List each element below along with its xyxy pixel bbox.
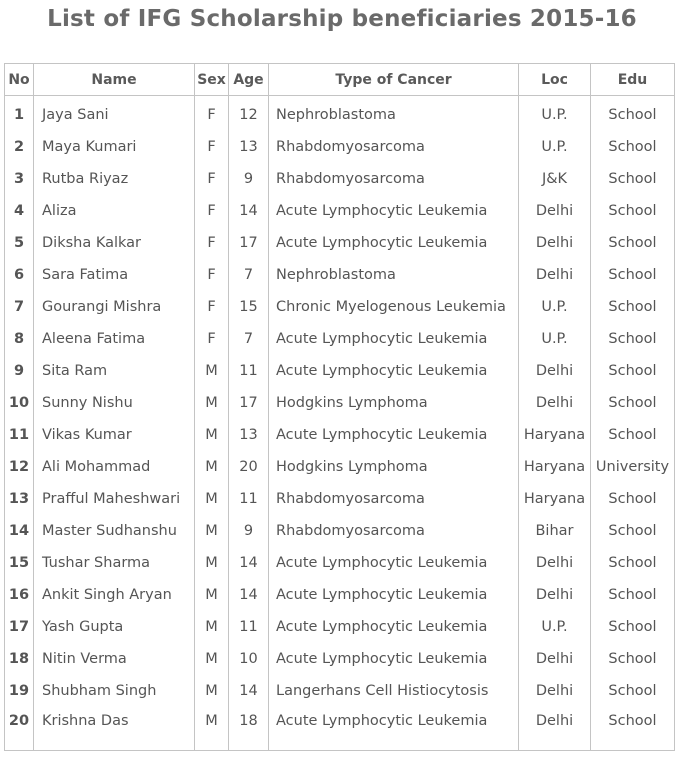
cell-cancer-type: Acute Lymphocytic Leukemia: [269, 547, 519, 579]
cell-age: 9: [229, 163, 269, 195]
cell-age: 15: [229, 291, 269, 323]
cell-location: Delhi: [519, 707, 591, 751]
cell-age: 7: [229, 259, 269, 291]
cell-sex: M: [195, 675, 229, 707]
cell-education: School: [591, 579, 675, 611]
cell-no: 17: [5, 611, 34, 643]
cell-cancer-type: Acute Lymphocytic Leukemia: [269, 355, 519, 387]
cell-no: 10: [5, 387, 34, 419]
cell-sex: F: [195, 227, 229, 259]
cell-no: 16: [5, 579, 34, 611]
cell-location: Delhi: [519, 547, 591, 579]
cell-age: 11: [229, 611, 269, 643]
cell-location: J&K: [519, 163, 591, 195]
cell-name: Rutba Riyaz: [34, 163, 195, 195]
cell-age: 14: [229, 579, 269, 611]
cell-name: Aliza: [34, 195, 195, 227]
table-row: [5, 96, 675, 132]
cell-age: 18: [229, 707, 269, 751]
cell-no: 2: [5, 131, 34, 163]
cell-name: Jaya Sani: [34, 96, 195, 132]
table-row: [5, 387, 675, 419]
cell-location: U.P.: [519, 96, 591, 132]
cell-no: 1: [5, 96, 34, 132]
cell-sex: F: [195, 195, 229, 227]
cell-sex: M: [195, 419, 229, 451]
cell-age: 9: [229, 515, 269, 547]
cell-no: 14: [5, 515, 34, 547]
column-header-name: Name: [34, 64, 195, 96]
cell-location: Delhi: [519, 643, 591, 675]
cell-location: Delhi: [519, 675, 591, 707]
cell-cancer-type: Rhabdomyosarcoma: [269, 515, 519, 547]
cell-age: 14: [229, 675, 269, 707]
table-row: [5, 547, 675, 579]
cell-cancer-type: Acute Lymphocytic Leukemia: [269, 195, 519, 227]
cell-cancer-type: Acute Lymphocytic Leukemia: [269, 707, 519, 751]
cell-no: 19: [5, 675, 34, 707]
cell-name: Yash Gupta: [34, 611, 195, 643]
cell-age: 14: [229, 547, 269, 579]
cell-age: 11: [229, 355, 269, 387]
cell-location: U.P.: [519, 611, 591, 643]
cell-sex: F: [195, 259, 229, 291]
cell-age: 11: [229, 483, 269, 515]
cell-sex: M: [195, 707, 229, 751]
cell-no: 7: [5, 291, 34, 323]
cell-sex: M: [195, 515, 229, 547]
cell-sex: F: [195, 96, 229, 132]
cell-cancer-type: Nephroblastoma: [269, 96, 519, 132]
cell-no: 11: [5, 419, 34, 451]
cell-no: 5: [5, 227, 34, 259]
column-header-education: Edu: [591, 64, 675, 96]
cell-age: 14: [229, 195, 269, 227]
cell-no: 13: [5, 483, 34, 515]
cell-no: 6: [5, 259, 34, 291]
cell-cancer-type: Hodgkins Lymphoma: [269, 387, 519, 419]
cell-age: 7: [229, 323, 269, 355]
cell-cancer-type: Acute Lymphocytic Leukemia: [269, 611, 519, 643]
cell-cancer-type: Langerhans Cell Histiocytosis: [269, 675, 519, 707]
cell-name: Maya Kumari: [34, 131, 195, 163]
cell-location: Bihar: [519, 515, 591, 547]
cell-name: Sita Ram: [34, 355, 195, 387]
cell-education: School: [591, 419, 675, 451]
table-row: [5, 259, 675, 291]
cell-cancer-type: Rhabdomyosarcoma: [269, 131, 519, 163]
cell-age: 20: [229, 451, 269, 483]
table-row: [5, 291, 675, 323]
cell-name: Krishna Das: [34, 707, 195, 751]
cell-education: School: [591, 387, 675, 419]
cell-name: Aleena Fatima: [34, 323, 195, 355]
cell-education: School: [591, 483, 675, 515]
cell-age: 17: [229, 387, 269, 419]
cell-education: School: [591, 547, 675, 579]
cell-no: 9: [5, 355, 34, 387]
cell-cancer-type: Nephroblastoma: [269, 259, 519, 291]
table-row: [5, 611, 675, 643]
cell-no: 12: [5, 451, 34, 483]
cell-name: Sunny Nishu: [34, 387, 195, 419]
cell-name: Prafful Maheshwari: [34, 483, 195, 515]
page-title: List of IFG Scholarship beneficiaries 2015-16: [47, 6, 637, 32]
table-row: [5, 483, 675, 515]
column-header-age: Age: [229, 64, 269, 96]
cell-location: Haryana: [519, 419, 591, 451]
cell-no: 4: [5, 195, 34, 227]
cell-location: Delhi: [519, 579, 591, 611]
cell-education: School: [591, 515, 675, 547]
cell-location: Delhi: [519, 355, 591, 387]
cell-name: Diksha Kalkar: [34, 227, 195, 259]
cell-sex: F: [195, 131, 229, 163]
table-row: [5, 323, 675, 355]
cell-age: 17: [229, 227, 269, 259]
table-row: [5, 227, 675, 259]
cell-location: Delhi: [519, 387, 591, 419]
cell-name: Vikas Kumar: [34, 419, 195, 451]
cell-no: 3: [5, 163, 34, 195]
table-row: [5, 163, 675, 195]
cell-sex: M: [195, 643, 229, 675]
table-row: [5, 707, 675, 751]
cell-location: Delhi: [519, 195, 591, 227]
cell-education: School: [591, 707, 675, 751]
cell-location: Delhi: [519, 259, 591, 291]
cell-location: U.P.: [519, 323, 591, 355]
cell-cancer-type: Rhabdomyosarcoma: [269, 483, 519, 515]
cell-sex: M: [195, 451, 229, 483]
cell-no: 18: [5, 643, 34, 675]
cell-education: School: [591, 355, 675, 387]
cell-sex: M: [195, 547, 229, 579]
cell-sex: F: [195, 291, 229, 323]
table-row: [5, 579, 675, 611]
cell-name: Gourangi Mishra: [34, 291, 195, 323]
cell-sex: M: [195, 579, 229, 611]
cell-education: School: [591, 96, 675, 132]
table-row: [5, 131, 675, 163]
cell-no: 15: [5, 547, 34, 579]
cell-education: University: [591, 451, 675, 483]
beneficiaries-table: [4, 63, 675, 751]
cell-location: Haryana: [519, 451, 591, 483]
cell-cancer-type: Chronic Myelogenous Leukemia: [269, 291, 519, 323]
cell-name: Master Sudhanshu: [34, 515, 195, 547]
cell-education: School: [591, 291, 675, 323]
cell-sex: M: [195, 611, 229, 643]
table-row: [5, 451, 675, 483]
cell-location: U.P.: [519, 291, 591, 323]
table-row: [5, 643, 675, 675]
cell-sex: F: [195, 163, 229, 195]
cell-age: 12: [229, 96, 269, 132]
cell-sex: M: [195, 387, 229, 419]
column-header-sex: Sex: [195, 64, 229, 96]
cell-education: School: [591, 323, 675, 355]
cell-age: 13: [229, 419, 269, 451]
cell-name: Tushar Sharma: [34, 547, 195, 579]
cell-education: School: [591, 195, 675, 227]
cell-no: 20: [5, 707, 34, 751]
table-row: [5, 675, 675, 707]
cell-name: Sara Fatima: [34, 259, 195, 291]
cell-education: School: [591, 131, 675, 163]
cell-name: Nitin Verma: [34, 643, 195, 675]
cell-education: School: [591, 227, 675, 259]
cell-location: U.P.: [519, 131, 591, 163]
cell-name: Shubham Singh: [34, 675, 195, 707]
cell-education: School: [591, 611, 675, 643]
cell-sex: M: [195, 355, 229, 387]
table-row: [5, 419, 675, 451]
cell-sex: M: [195, 483, 229, 515]
cell-location: Delhi: [519, 227, 591, 259]
table-header-row: [5, 64, 675, 96]
column-header-location: Loc: [519, 64, 591, 96]
cell-education: School: [591, 163, 675, 195]
cell-name: Ali Mohammad: [34, 451, 195, 483]
table-row: [5, 515, 675, 547]
cell-sex: F: [195, 323, 229, 355]
cell-cancer-type: Acute Lymphocytic Leukemia: [269, 579, 519, 611]
cell-cancer-type: Acute Lymphocytic Leukemia: [269, 227, 519, 259]
cell-cancer-type: Rhabdomyosarcoma: [269, 163, 519, 195]
cell-education: School: [591, 259, 675, 291]
table-row: [5, 355, 675, 387]
cell-age: 13: [229, 131, 269, 163]
cell-cancer-type: Acute Lymphocytic Leukemia: [269, 643, 519, 675]
cell-education: School: [591, 643, 675, 675]
table-row: [5, 195, 675, 227]
cell-cancer-type: Acute Lymphocytic Leukemia: [269, 323, 519, 355]
cell-cancer-type: Acute Lymphocytic Leukemia: [269, 419, 519, 451]
cell-age: 10: [229, 643, 269, 675]
cell-location: Haryana: [519, 483, 591, 515]
cell-no: 8: [5, 323, 34, 355]
cell-education: School: [591, 675, 675, 707]
column-header-cancer-type: Type of Cancer: [269, 64, 519, 96]
column-header-no: No: [5, 64, 34, 96]
cell-name: Ankit Singh Aryan: [34, 579, 195, 611]
cell-cancer-type: Hodgkins Lymphoma: [269, 451, 519, 483]
